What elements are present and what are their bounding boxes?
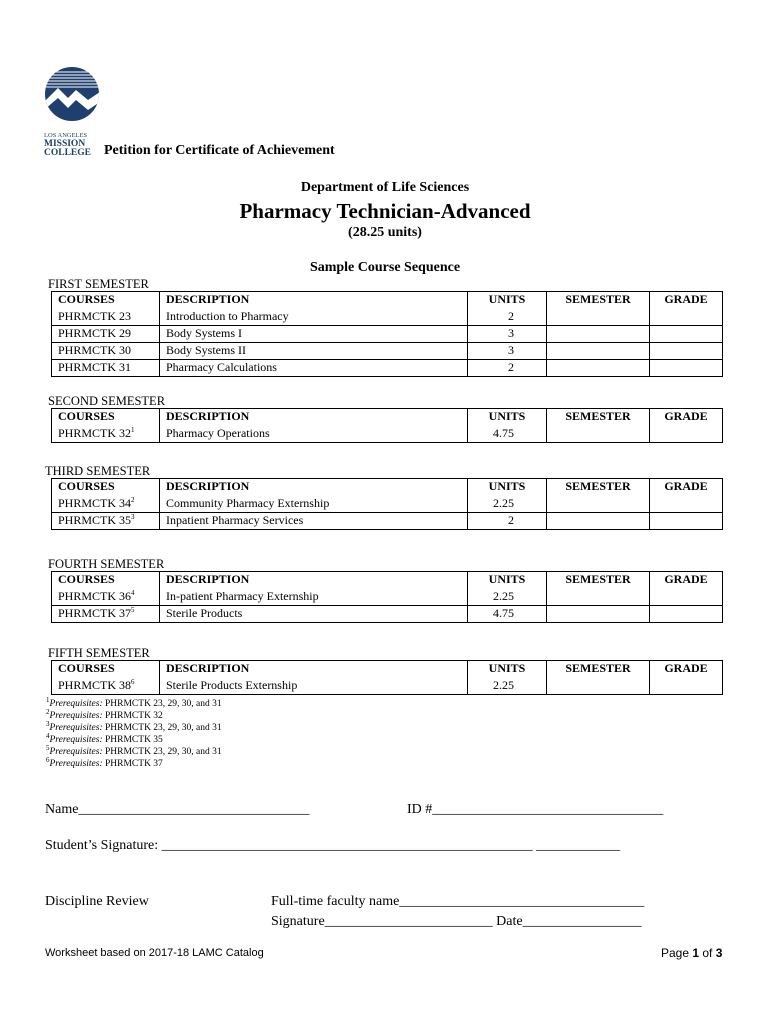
footnote-text: PHRMCTK 23, 29, 30, and 31 xyxy=(102,723,222,734)
footnote-text: PHRMCTK 23, 29, 30, and 31 xyxy=(102,747,222,758)
footnote-number: 6 xyxy=(46,756,50,765)
semester-cell[interactable] xyxy=(547,360,650,377)
course-code-text: PHRMCTK 29 xyxy=(58,326,132,340)
course-code-text: PHRMCTK 36 xyxy=(58,588,132,603)
footnote-text: PHRMCTK 32 xyxy=(102,711,163,722)
grade-cell[interactable] xyxy=(650,360,723,377)
semester-table-second xyxy=(51,408,723,443)
course-footnote-ref: 5 xyxy=(131,606,135,614)
course-code-text: PHRMCTK 30 xyxy=(58,343,132,357)
course-footnote-ref: 6 xyxy=(131,677,135,686)
course-code xyxy=(52,426,160,443)
courses-header: COURSES xyxy=(52,479,160,496)
course-description: Sterile Products xyxy=(160,606,468,623)
course-description: Sterile Products Externship xyxy=(160,678,468,695)
table-header-row xyxy=(52,292,723,309)
department-name: Department of Life Sciences xyxy=(300,180,470,195)
course-units: 2.25 xyxy=(468,496,547,513)
footnote-label: Prerequisites: xyxy=(49,711,103,722)
grade-cell[interactable] xyxy=(650,326,723,343)
footnote-text: PHRMCTK 23, 29, 30, and 31 xyxy=(102,699,222,709)
table-header-row xyxy=(52,409,723,426)
grade-cell[interactable] xyxy=(650,343,723,360)
course-code-text: PHRMCTK 23 xyxy=(58,308,132,323)
course-code xyxy=(52,309,160,326)
semester-table-third xyxy=(51,478,723,530)
courses-header: COURSES xyxy=(52,409,160,426)
description-header: DESCRIPTION xyxy=(160,572,468,589)
footnote-line xyxy=(46,746,222,758)
logo-line-3: COLLEGE xyxy=(44,148,91,158)
course-description: Community Pharmacy Externship xyxy=(160,496,468,513)
footnote-label: Prerequisites: xyxy=(49,747,103,758)
semester-cell[interactable] xyxy=(547,606,650,623)
footnote-label: Prerequisites: xyxy=(49,723,103,734)
table-row xyxy=(52,360,723,377)
semester-header: SEMESTER xyxy=(547,292,650,326)
description-header: DESCRIPTION xyxy=(160,661,468,678)
courses-header: COURSES xyxy=(52,292,160,309)
course-code-text: PHRMCTK 31 xyxy=(58,360,132,374)
course-footnote-ref: 3 xyxy=(131,513,135,521)
course-description: Body Systems I xyxy=(160,326,468,343)
course-code-text: PHRMCTK 34 xyxy=(58,495,132,510)
footnote-line xyxy=(46,707,222,722)
course-units: 4.75 xyxy=(468,606,547,623)
footnote-line xyxy=(46,695,222,710)
course-code xyxy=(52,513,160,530)
page-of: of xyxy=(699,946,716,960)
course-code xyxy=(52,606,160,623)
semester-cell[interactable] xyxy=(547,343,650,360)
footnote-label: Prerequisites: xyxy=(49,699,103,709)
grade-cell[interactable] xyxy=(650,606,723,623)
page-prefix: Page xyxy=(661,946,693,960)
footnote-line xyxy=(46,722,222,734)
footnote-line xyxy=(46,758,222,770)
semester-header: SEMESTER xyxy=(547,661,650,695)
course-footnote-ref: 1 xyxy=(131,425,135,434)
course-code-text: PHRMCTK 38 xyxy=(58,677,132,692)
units-header: UNITS xyxy=(468,409,547,426)
footnote-text: PHRMCTK 37 xyxy=(102,759,163,770)
table-row xyxy=(52,326,723,343)
prerequisite-footnotes xyxy=(46,695,222,771)
petition-title: Petition for Certificate of Achievement xyxy=(104,143,335,158)
logo-line-1: LOS ANGELES xyxy=(44,132,88,139)
table-header-row xyxy=(52,572,723,589)
course-description: Inpatient Pharmacy Services xyxy=(160,513,468,530)
page-total: 3 xyxy=(715,946,723,960)
semester-label: FOURTH SEMESTER xyxy=(48,557,165,571)
description-header: DESCRIPTION xyxy=(160,479,468,496)
course-code xyxy=(52,326,160,343)
grade-header: GRADE xyxy=(650,572,723,606)
footnote-number: 4 xyxy=(46,732,50,741)
course-description: In-patient Pharmacy Externship xyxy=(160,589,468,606)
table-row xyxy=(52,513,723,530)
grade-header: GRADE xyxy=(650,661,723,695)
grade-header: GRADE xyxy=(650,409,723,443)
semester-table-fourth xyxy=(51,571,723,623)
course-units: 2 xyxy=(468,513,547,530)
mountain-logo-icon xyxy=(44,66,100,128)
grade-header: GRADE xyxy=(650,479,723,513)
semester-header: SEMESTER xyxy=(547,572,650,606)
course-code xyxy=(52,678,160,695)
course-code xyxy=(52,343,160,360)
course-units: 2 xyxy=(468,360,547,377)
name-field[interactable]: Name_________________________________ xyxy=(45,802,310,817)
discipline-review-label: Discipline Review xyxy=(45,894,149,909)
logo-line-2: MISSION xyxy=(44,139,86,149)
course-units: 3 xyxy=(468,343,547,360)
units-header: UNITS xyxy=(468,479,547,496)
course-description: Body Systems II xyxy=(160,343,468,360)
course-units: 3 xyxy=(468,326,547,343)
units-header: UNITS xyxy=(468,572,547,589)
semester-label: THIRD SEMESTER xyxy=(45,464,151,478)
page-current: 1 xyxy=(692,946,700,960)
total-units: (28.25 units) xyxy=(348,225,422,240)
course-code xyxy=(52,589,160,606)
footer-catalog-note: Worksheet based on 2017-18 LAMC Catalog xyxy=(45,947,264,959)
course-units: 2.25 xyxy=(468,678,547,695)
footnote-number: 2 xyxy=(46,707,50,716)
course-code xyxy=(52,496,160,513)
course-description: Pharmacy Calculations xyxy=(160,360,468,377)
units-header: UNITS xyxy=(468,292,547,309)
table-row xyxy=(52,343,723,360)
semester-label: SECOND SEMESTER xyxy=(48,394,166,408)
semester-label: FIRST SEMESTER xyxy=(48,277,149,291)
table-header-row xyxy=(52,661,723,678)
table-row xyxy=(52,606,723,623)
course-units: 2.25 xyxy=(468,589,547,606)
description-header: DESCRIPTION xyxy=(160,409,468,426)
semester-cell[interactable] xyxy=(547,326,650,343)
footnote-number: 1 xyxy=(46,695,50,704)
course-units: 2 xyxy=(468,309,547,326)
semester-cell[interactable] xyxy=(547,513,650,530)
semester-header: SEMESTER xyxy=(547,479,650,513)
student-signature-field[interactable]: Student’s Signature: _____________________________________________________ ____________ xyxy=(45,838,621,853)
footnote-label: Prerequisites: xyxy=(49,735,103,746)
description-header: DESCRIPTION xyxy=(160,292,468,309)
course-description: Pharmacy Operations xyxy=(160,426,468,443)
courses-header: COURSES xyxy=(52,661,160,678)
course-footnote-ref: 4 xyxy=(131,588,135,597)
semester-label: FIFTH SEMESTER xyxy=(48,646,150,660)
college-logo xyxy=(44,66,100,156)
faculty-signature-date-field[interactable]: Signature________________________ Date_________________ xyxy=(271,914,642,929)
faculty-name-field[interactable]: Full-time faculty name___________________________________ xyxy=(271,894,645,909)
footnote-number: 5 xyxy=(46,744,50,753)
program-title: Pharmacy Technician-Advanced xyxy=(239,199,531,223)
footnote-text: PHRMCTK 35 xyxy=(102,735,163,746)
units-header: UNITS xyxy=(468,661,547,678)
sequence-title: Sample Course Sequence xyxy=(309,260,461,275)
course-description: Introduction to Pharmacy xyxy=(160,309,468,326)
semester-table-fifth xyxy=(51,660,723,695)
course-code-text: PHRMCTK 37 xyxy=(58,606,132,620)
course-footnote-ref: 2 xyxy=(131,495,135,504)
footnote-label: Prerequisites: xyxy=(49,759,103,770)
table-header-row xyxy=(52,479,723,496)
grade-cell[interactable] xyxy=(650,513,723,530)
course-units: 4.75 xyxy=(468,426,547,443)
footnote-line xyxy=(46,734,222,746)
course-code-text: PHRMCTK 32 xyxy=(58,425,132,440)
id-field[interactable]: ID #_________________________________ xyxy=(407,802,664,817)
grade-header: GRADE xyxy=(650,292,723,326)
footnote-number: 3 xyxy=(46,720,50,729)
courses-header: COURSES xyxy=(52,572,160,589)
semester-header: SEMESTER xyxy=(547,409,650,443)
page-number xyxy=(661,946,722,960)
course-code-text: PHRMCTK 35 xyxy=(58,513,132,527)
semester-table-first xyxy=(51,291,723,377)
course-code xyxy=(52,360,160,377)
